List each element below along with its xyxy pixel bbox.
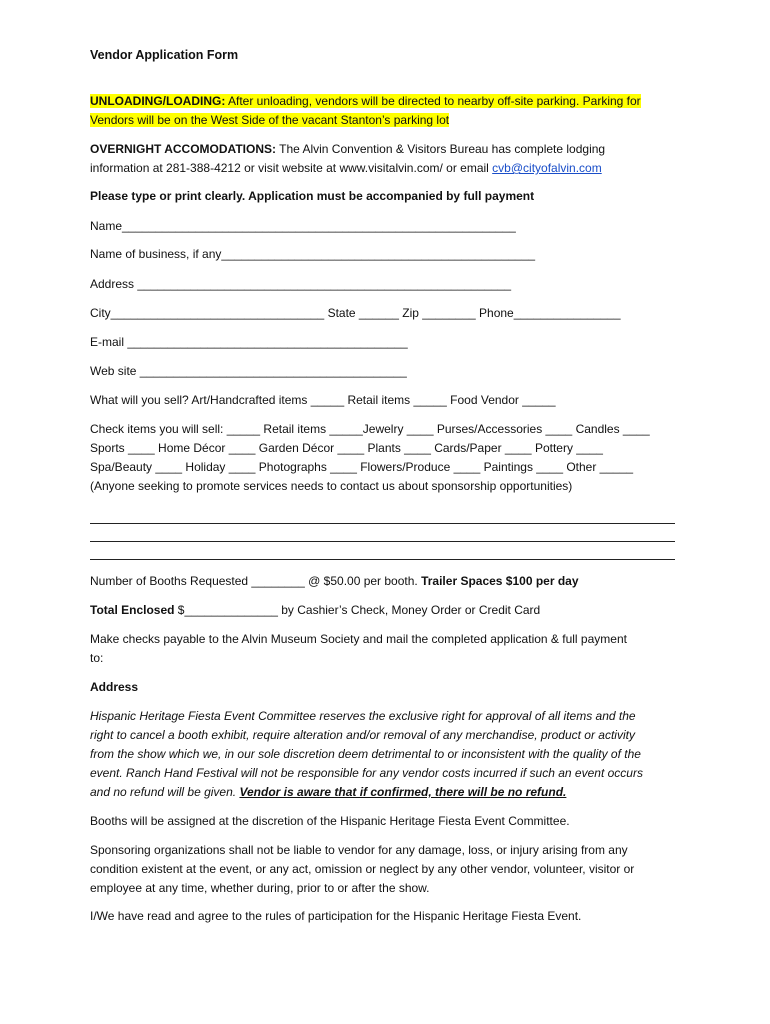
overnight-text-1: The Alvin Convention & Visitors Bureau has complete lodging <box>276 142 606 156</box>
check-items-line[interactable]: Sports ____ Home Décor ____ Garden Décor ____ Plants ____ Cards/Paper ____ Pottery ____ <box>90 441 603 455</box>
city-state-zip-phone-field[interactable]: City________________________________ State ______ Zip ________ Phone________________ <box>90 306 621 320</box>
unloading-text-2: Vendors will be on the West Side of the vacant Stanton’s parking lot <box>90 113 450 127</box>
total-rest: $______________ by Cashier’s Check, Money Order or Credit Card <box>174 603 541 617</box>
liability-line: Sponsoring organizations shall not be liable to vendor for any damage, loss, or injury arising from any <box>90 843 628 857</box>
blank-line[interactable] <box>90 523 675 524</box>
booths-line[interactable] <box>90 573 579 590</box>
total-line[interactable] <box>90 602 540 619</box>
check-items-line[interactable]: Check items you will sell: _____ Retail items _____Jewelry ____ Purses/Accessories ____ Candles ____ <box>90 422 650 436</box>
sponsorship-note: (Anyone seeking to promote services needs to contact us about sponsorship opportunities) <box>90 479 573 493</box>
blank-line[interactable] <box>90 559 675 560</box>
total-label: Total Enclosed <box>90 603 175 617</box>
address-heading: Address <box>90 680 139 694</box>
website-field[interactable]: Web site ________________________________________ <box>90 364 407 378</box>
liability-line: condition existent at the event, or any act, omission or neglect by any other vendor, volunteer, visitor or <box>90 862 635 876</box>
disclaimer-last-line <box>90 784 566 801</box>
name-field[interactable]: Name___________________________________________________________ <box>90 219 516 233</box>
disclaimer-line: event. Ranch Hand Festival will not be responsible for any vendor costs incurred if such an event occurs <box>90 766 643 780</box>
agreement-text: I/We have read and agree to the rules of participation for the Hispanic Heritage Fiesta Event. <box>90 909 582 923</box>
overnight-text-2: information at 281-388-4212 or visit website at www.visitalvin.com/ or email <box>90 161 493 175</box>
overnight-line-1 <box>90 141 605 158</box>
email-field[interactable]: E-mail __________________________________________ <box>90 335 408 349</box>
address-field[interactable]: Address ________________________________________________________ <box>90 277 512 291</box>
business-name-field[interactable]: Name of business, if any_______________________________________________ <box>90 247 536 261</box>
unloading-line-2 <box>90 112 449 129</box>
trailer-spaces: Trailer Spaces $100 per day <box>417 574 579 588</box>
instruction-text: Please type or print clearly. Application must be accompanied by full payment <box>90 189 535 203</box>
form-title: Vendor Application Form <box>90 48 239 62</box>
overnight-label: OVERNIGHT ACCOMODATIONS: <box>90 142 276 156</box>
disclaimer-line: from the show which we, in our sole discretion deem detrimental to or inconsistent with the quality of the <box>90 747 641 761</box>
liability-line: employee at any time, whether during, prior to or after the show. <box>90 881 430 895</box>
disclaimer-last: and no refund will be given. <box>90 785 240 799</box>
disclaimer-line: Hispanic Heritage Fiesta Event Committee reserves the exclusive right for approval of all items and the <box>90 709 636 723</box>
payable-line: to: <box>90 651 104 665</box>
no-refund-notice: Vendor is aware that if confirmed, there will be no refund. <box>239 785 567 799</box>
unloading-line-1 <box>90 93 641 110</box>
overnight-line-2 <box>90 160 602 177</box>
check-items-line[interactable]: Spa/Beauty ____ Holiday ____ Photographs ____ Flowers/Produce ____ Paintings ____ Other _____ <box>90 460 634 474</box>
email-link[interactable]: cvb@cityofalvin.com <box>492 161 602 175</box>
payable-line: Make checks payable to the Alvin Museum Society and mail the completed application & full payment <box>90 632 627 646</box>
what-will-you-sell[interactable]: What will you sell? Art/Handcrafted items _____ Retail items _____ Food Vendor _____ <box>90 393 556 407</box>
booths-requested: Number of Booths Requested ________ @ $50.00 per booth. <box>90 574 418 588</box>
disclaimer-line: right to cancel a booth exhibit, require alteration and/or removal of any merchandise, product or activity <box>90 728 635 742</box>
blank-line[interactable] <box>90 541 675 542</box>
booth-assignment: Booths will be assigned at the discretion of the Hispanic Heritage Fiesta Event Committee. <box>90 814 570 828</box>
unloading-label: UNLOADING/LOADING: <box>90 94 226 108</box>
unloading-text-1: After unloading, vendors will be directed to nearby off-site parking. Parking for <box>225 94 641 108</box>
